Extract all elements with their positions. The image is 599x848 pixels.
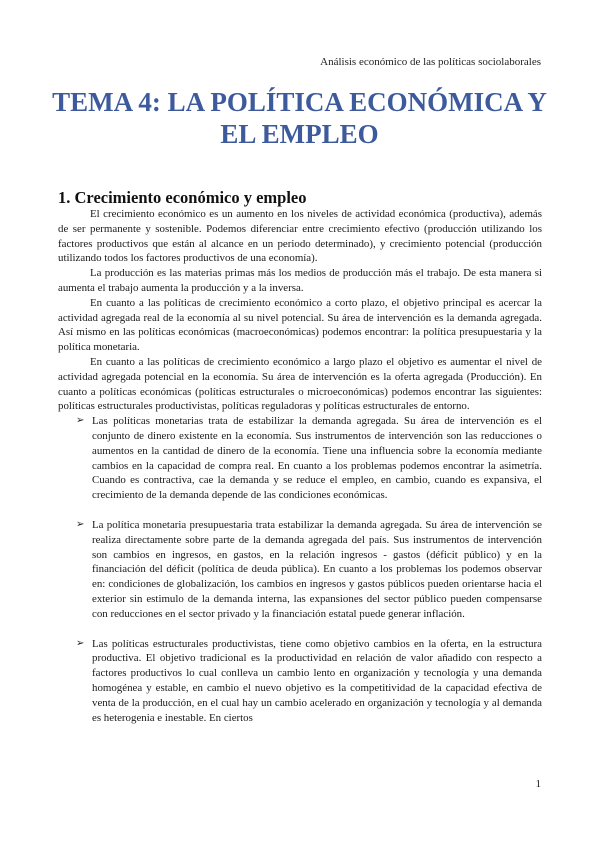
arrow-bullet-icon: ➢ [76,637,85,649]
paragraph: La producción es las materias primas más los medios de producción más el trabajo. De esta manera si aumenta el trabajo aumenta la producción y a la inversa. [58,267,542,294]
chapter-title [40,86,559,150]
arrow-bullet-icon: ➢ [76,518,85,530]
bullet-item [58,518,542,622]
arrow-bullet-icon: ➢ [76,415,85,427]
body-text [58,207,542,725]
bullet-item [58,637,542,726]
chapter-title-line-2: EL EMPLEO [220,119,379,149]
section-heading: 1. Crecimiento económico y empleo [58,188,307,207]
paragraph: En cuanto a las políticas de crecimiento económico a largo plazo el objetivo es aumentar el nivel de actividad agregada potencial en la economía. Su área de intervención es la oferta agregada (Producción). En cuanto a políticas económicas (políticas estructurales o microeconómicas) podemos encontrar las siguientes: políticas estructurales productivistas, políticas reguladoras y políticas estructurales de entorno. [58,355,542,413]
running-header: Análisis económico de las políticas sociolaborales [320,56,541,68]
paragraph: El crecimiento económico es un aumento en los niveles de actividad económica (productiva), además de ser permanente y sostenible. Podemos diferenciar entre crecimiento efectivo (producción utilizando los factores productivos que están al alcance en un periodo determinado), y crecimiento potencial (producción utilizando todos los factores productivos de una economía). [58,208,542,265]
bullet-text: Las políticas monetarias trata de estabilizar la demanda agregada. Su área de intervención es el conjunto de dinero existente en la economía. Sus instrumentos de intervención son las reducciones o aumentos en la cantidad de dinero de la economía. Tiene una influencia sobre la economía mediante cambios en la capacidad de compra real. En cuanto a los problemas podemos encontrar la asimetría. Cuando es contractiva, cae la demanda y se reduce el empleo, en cambio, cuando es expansiva, el crecimiento de la demanda depende de las condiciones económicas. [92,415,542,502]
bullet-list [58,414,542,725]
chapter-title-line-1: TEMA 4: LA POLÍTICA ECONÓMICA Y [52,87,547,117]
bullet-item [58,414,542,503]
page-number: 1 [535,778,541,790]
bullet-text: Las políticas estructurales productivistas, tiene como objetivo cambios en la oferta, en la estructura productiva. El objetivo tradicional es la productividad en relación de valor añadido con respecto a factores productivos lo cual conlleva un cambio lento en organización y tecnología y una demanda homogénea y estable, en cambio el nuevo objetivo es la competitividad de la capacidad efectiva de venta de la producción, en el cual hay un cambio acelerado en organización y tecnología y al demanda es heterogenia e inestable. En ciertos [92,637,542,724]
paragraph: En cuanto a las políticas de crecimiento económico a corto plazo, el objetivo principal es acercar la actividad agregada real de la economía al su nivel potencial. Su área de intervención es la demanda agregada. Así mismo en las políticas económicas (macroeconómicas) podemos encontrar: la política presupuestaria y la política monetaria. [58,296,542,354]
bullet-text: La política monetaria presupuestaria trata estabilizar la demanda agregada. Su área de intervención se realiza directamente sobre parte de la demanda agregada del país. Sus instrumentos de intervención son cambios en ingresos, en gastos, en la relación ingresos - gastos (déficit público) y en la financiación del déficit (política de deuda pública). En cuanto a los problemas los podemos observar en: condiciones de globalización, los cambios en ingresos y gastos públicos pueden orientarse hacia el exterior sin estimulo de la demanda interna, las expansiones del sector público pueden compensarse con reducciones en el sector privado y la financiación estatal puede generar inflación. [92,518,542,620]
